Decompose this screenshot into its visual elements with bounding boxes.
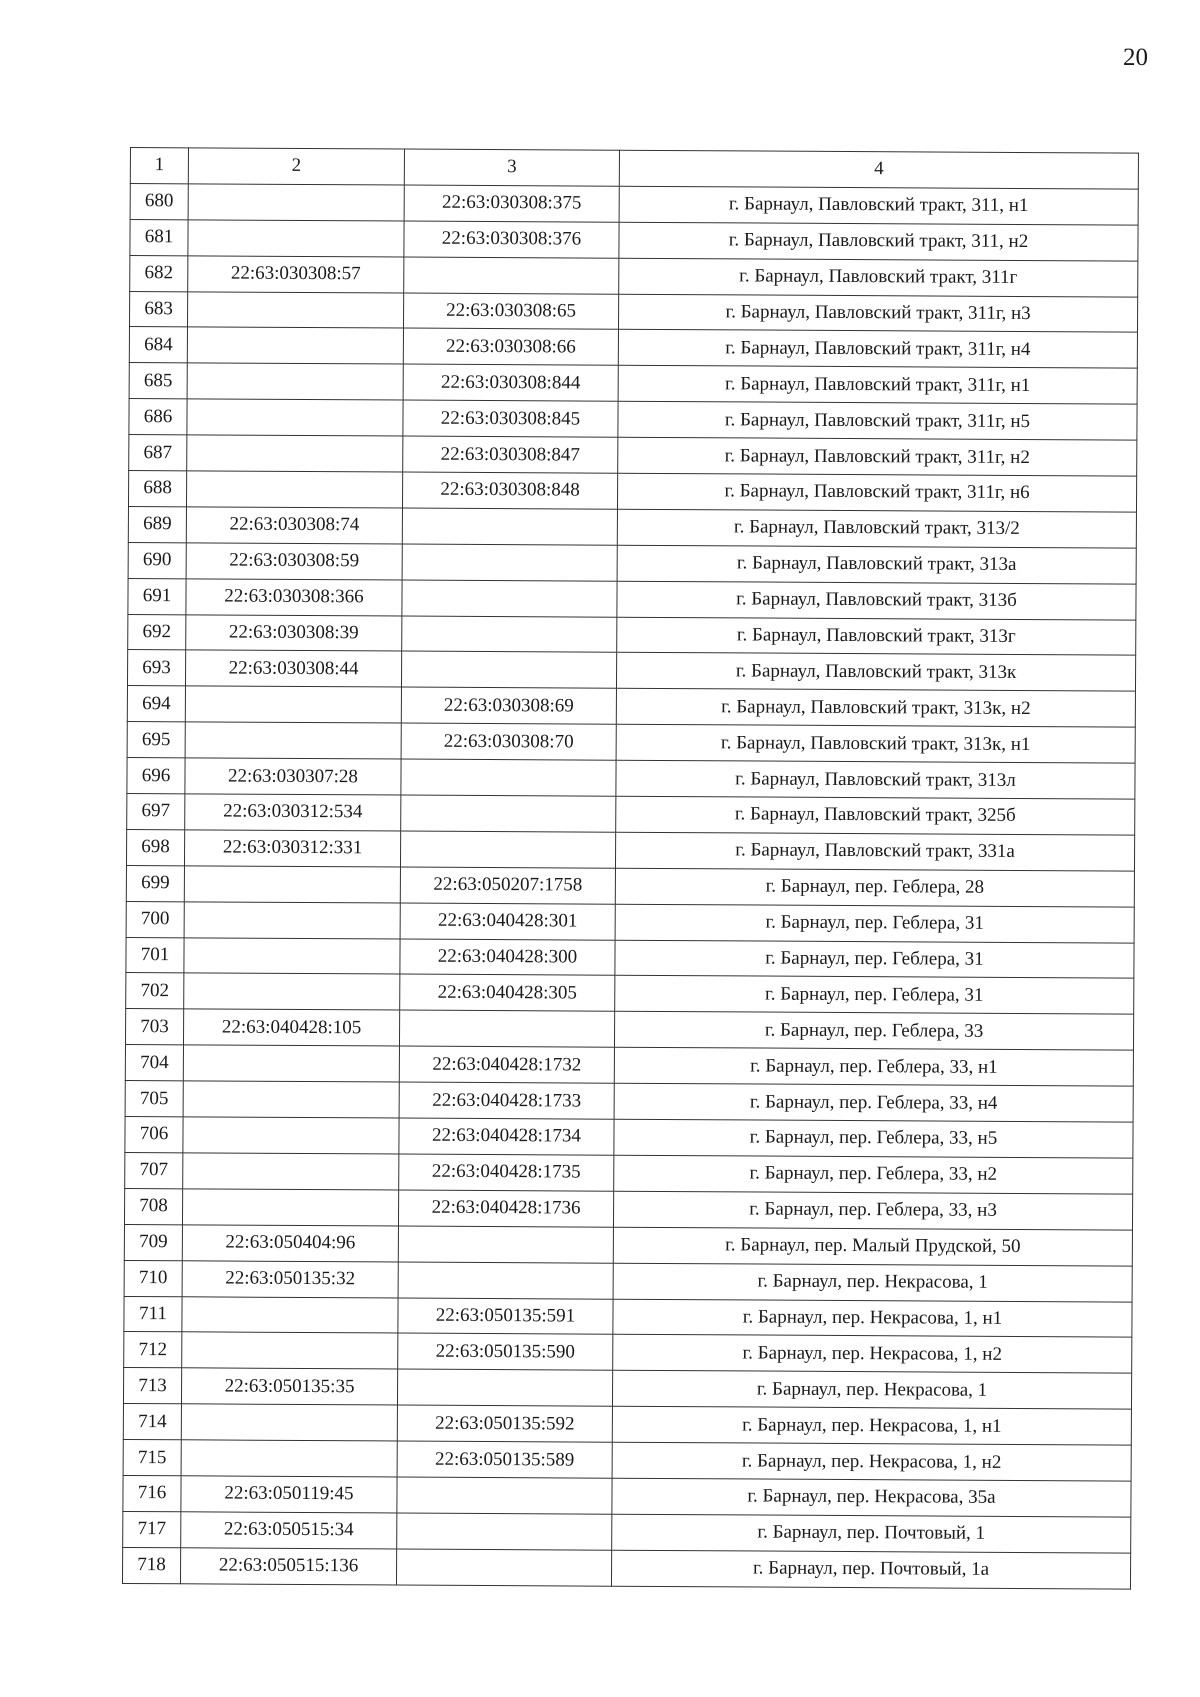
row-number-cell: 698: [126, 829, 184, 865]
land-cadastral-number-cell: [187, 363, 403, 400]
land-cadastral-number-cell: [184, 937, 400, 974]
table-row: [125, 1117, 1133, 1159]
address-cell: г. Барнаул, Павловский тракт, 311, н1: [619, 186, 1138, 225]
land-cadastral-number-cell: 22:63:030307:28: [185, 758, 401, 795]
land-cadastral-number-cell: 22:63:050515:136: [180, 1548, 396, 1585]
row-number-cell: 718: [122, 1547, 180, 1583]
land-cadastral-number-cell: [188, 184, 404, 221]
land-cadastral-number-cell: [181, 1404, 397, 1441]
address-cell: г. Барнаул, пер. Геблера, 28: [615, 868, 1134, 907]
row-number-cell: 709: [124, 1224, 182, 1260]
table-row: [127, 650, 1135, 692]
header-col-3: 3: [404, 149, 619, 186]
land-cadastral-number-cell: [187, 291, 403, 328]
table-row: [125, 1081, 1133, 1123]
table-row: [129, 399, 1137, 441]
building-cadastral-number-cell: [397, 1477, 612, 1514]
address-cell: г. Барнаул, Павловский тракт, 311г: [619, 258, 1138, 297]
building-cadastral-number-cell: [396, 1549, 611, 1586]
building-cadastral-number-cell: [398, 1226, 613, 1263]
land-cadastral-number-cell: [183, 1081, 399, 1118]
table-row: [127, 722, 1135, 764]
land-cadastral-number-cell: 22:63:050404:96: [182, 1225, 398, 1262]
table-row: [126, 865, 1134, 907]
address-cell: г. Барнаул, Павловский тракт, 311, н2: [619, 222, 1138, 261]
table-row: [126, 829, 1134, 871]
land-cadastral-number-cell: [185, 722, 401, 759]
land-cadastral-number-cell: [187, 435, 403, 472]
header-col-4: 4: [619, 150, 1138, 189]
table-row: [124, 1260, 1132, 1302]
building-cadastral-number-cell: 22:63:030308:375: [404, 185, 619, 222]
building-cadastral-number-cell: [400, 831, 615, 868]
address-cell: г. Барнаул, пер. Геблера, 33, н4: [614, 1083, 1133, 1122]
address-cell: г. Барнаул, пер. Геблера, 33, н5: [614, 1119, 1133, 1158]
land-cadastral-number-cell: [185, 686, 401, 723]
land-cadastral-number-cell: [183, 1045, 399, 1082]
land-cadastral-number-cell: 22:63:030312:331: [184, 830, 400, 867]
page-number: 20: [1123, 44, 1148, 71]
row-number-cell: 680: [130, 183, 188, 219]
building-cadastral-number-cell: [399, 1010, 614, 1047]
land-cadastral-number-cell: [187, 327, 403, 364]
table-row: [129, 363, 1137, 405]
address-cell: г. Барнаул, Павловский тракт, 313а: [617, 545, 1136, 584]
building-cadastral-number-cell: 22:63:050135:590: [398, 1333, 613, 1370]
table-row: [123, 1440, 1131, 1482]
address-cell: г. Барнаул, пер. Почтовый, 1а: [611, 1550, 1130, 1589]
land-cadastral-number-cell: 22:63:050135:32: [182, 1260, 398, 1297]
land-cadastral-number-cell: 22:63:030308:44: [185, 650, 401, 687]
building-cadastral-number-cell: 22:63:030308:69: [401, 687, 616, 724]
land-cadastral-number-cell: 22:63:040428:105: [183, 1009, 399, 1046]
header-col-2: 2: [188, 148, 404, 185]
address-cell: г. Барнаул, Павловский тракт, 325б: [616, 796, 1135, 835]
address-cell: г. Барнаул, Павловский тракт, 313л: [616, 760, 1135, 799]
building-cadastral-number-cell: [401, 651, 616, 688]
address-cell: г. Барнаул, пер. Геблера, 33: [614, 1012, 1133, 1051]
building-cadastral-number-cell: [398, 1262, 613, 1299]
building-cadastral-number-cell: 22:63:030308:844: [403, 364, 618, 401]
address-cell: г. Барнаул, Павловский тракт, 313/2: [617, 509, 1136, 548]
table-row: [126, 937, 1134, 979]
table-row: [123, 1404, 1131, 1446]
row-number-cell: 689: [128, 506, 186, 542]
building-cadastral-number-cell: 22:63:050135:589: [397, 1441, 612, 1478]
row-number-cell: 697: [127, 794, 185, 830]
table-row: [129, 435, 1137, 477]
address-cell: г. Барнаул, Павловский тракт, 311г, н2: [618, 437, 1137, 476]
address-cell: г. Барнаул, пер. Геблера, 33, н2: [614, 1155, 1133, 1194]
building-cadastral-number-cell: 22:63:040428:1736: [398, 1190, 613, 1227]
table-row: [128, 471, 1136, 513]
header-col-1: 1: [130, 148, 188, 184]
address-cell: г. Барнаул, Павловский тракт, 313к: [616, 653, 1135, 692]
table-row: [124, 1296, 1132, 1338]
row-number-cell: 703: [125, 1009, 183, 1045]
table-row: [124, 1188, 1132, 1230]
land-cadastral-number-cell: [186, 471, 402, 508]
table-row: [128, 578, 1136, 620]
building-cadastral-number-cell: [402, 544, 617, 581]
land-cadastral-number-cell: 22:63:050119:45: [181, 1476, 397, 1513]
row-number-cell: 714: [123, 1404, 181, 1440]
row-number-cell: 704: [125, 1045, 183, 1081]
row-number-cell: 690: [128, 542, 186, 578]
row-number-cell: 707: [125, 1152, 183, 1188]
address-cell: г. Барнаул, пер. Некрасова, 1, н1: [612, 1406, 1131, 1445]
row-number-cell: 682: [130, 255, 188, 291]
header-row: [130, 148, 1138, 190]
table-row: [123, 1368, 1131, 1410]
address-cell: г. Барнаул, Павловский тракт, 311г, н6: [617, 473, 1136, 512]
row-number-cell: 691: [128, 578, 186, 614]
building-cadastral-number-cell: [402, 616, 617, 653]
address-cell: г. Барнаул, пер. Некрасова, 1: [613, 1263, 1132, 1302]
land-cadastral-number-cell: [182, 1332, 398, 1369]
land-cadastral-number-cell: 22:63:030308:74: [186, 507, 402, 544]
address-cell: г. Барнаул, Павловский тракт, 311г, н3: [618, 294, 1137, 333]
land-cadastral-number-cell: [182, 1296, 398, 1333]
address-cell: г. Барнаул, пер. Геблера, 33, н3: [613, 1191, 1132, 1230]
building-cadastral-number-cell: 22:63:040428:1733: [399, 1082, 614, 1119]
row-number-cell: 692: [128, 614, 186, 650]
table-row: [130, 183, 1138, 225]
building-cadastral-number-cell: 22:63:040428:305: [400, 975, 615, 1012]
address-cell: г. Барнаул, пер. Некрасова, 1, н2: [613, 1335, 1132, 1374]
row-number-cell: 685: [129, 363, 187, 399]
building-cadastral-number-cell: 22:63:030308:848: [402, 472, 617, 509]
building-cadastral-number-cell: 22:63:040428:1735: [399, 1154, 614, 1191]
building-cadastral-number-cell: 22:63:030308:847: [403, 436, 618, 473]
table-row: [124, 1332, 1132, 1374]
building-cadastral-number-cell: [397, 1513, 612, 1550]
table-row: [125, 1045, 1133, 1087]
table-row: [129, 291, 1137, 333]
address-cell: г. Барнаул, Павловский тракт, 311г, н5: [618, 401, 1137, 440]
building-cadastral-number-cell: 22:63:040428:1734: [399, 1118, 614, 1155]
table-row: [128, 506, 1136, 548]
row-number-cell: 706: [125, 1117, 183, 1153]
row-number-cell: 701: [126, 937, 184, 973]
address-cell: г. Барнаул, Павловский тракт, 311г, н4: [618, 330, 1137, 369]
building-cadastral-number-cell: 22:63:040428:300: [400, 939, 615, 976]
address-cell: г. Барнаул, пер. Геблера, 31: [615, 976, 1134, 1015]
row-number-cell: 686: [129, 399, 187, 435]
land-cadastral-number-cell: [182, 1189, 398, 1226]
property-register-table: [122, 147, 1139, 1589]
row-number-cell: 700: [126, 901, 184, 937]
building-cadastral-number-cell: 22:63:050207:1758: [400, 867, 615, 904]
table-row: [123, 1511, 1131, 1553]
row-number-cell: 712: [124, 1332, 182, 1368]
row-number-cell: 711: [124, 1296, 182, 1332]
row-number-cell: 695: [127, 722, 185, 758]
land-cadastral-number-cell: [188, 220, 404, 257]
building-cadastral-number-cell: 22:63:050135:591: [398, 1298, 613, 1335]
building-cadastral-number-cell: 22:63:030308:65: [403, 293, 618, 330]
building-cadastral-number-cell: 22:63:030308:376: [404, 221, 619, 258]
land-cadastral-number-cell: [184, 902, 400, 939]
table-row: [128, 542, 1136, 584]
table-body: [122, 183, 1138, 1588]
row-number-cell: 705: [125, 1081, 183, 1117]
building-cadastral-number-cell: [401, 795, 616, 832]
building-cadastral-number-cell: [402, 580, 617, 617]
row-number-cell: 710: [124, 1260, 182, 1296]
table-row: [127, 794, 1135, 836]
building-cadastral-number-cell: [402, 508, 617, 545]
row-number-cell: 715: [123, 1440, 181, 1476]
land-cadastral-number-cell: 22:63:030308:39: [186, 614, 402, 651]
land-cadastral-number-cell: [183, 1153, 399, 1190]
table-row: [129, 327, 1137, 369]
row-number-cell: 684: [129, 327, 187, 363]
address-cell: г. Барнаул, пер. Почтовый, 1: [612, 1514, 1131, 1553]
address-cell: г. Барнаул, Павловский тракт, 313б: [617, 581, 1136, 620]
land-cadastral-number-cell: [183, 1117, 399, 1154]
address-cell: г. Барнаул, пер. Геблера, 31: [615, 904, 1134, 943]
table-header: [130, 148, 1138, 190]
table-row: [126, 901, 1134, 943]
land-cadastral-number-cell: [187, 399, 403, 436]
address-cell: г. Барнаул, Павловский тракт, 313к, н2: [616, 689, 1135, 728]
row-number-cell: 696: [127, 758, 185, 794]
row-number-cell: 702: [126, 973, 184, 1009]
building-cadastral-number-cell: [404, 257, 619, 294]
row-number-cell: 693: [127, 650, 185, 686]
address-cell: г. Барнаул, Павловский тракт, 331а: [615, 832, 1134, 871]
row-number-cell: 681: [130, 219, 188, 255]
address-cell: г. Барнаул, пер. Некрасова, 1, н1: [613, 1299, 1132, 1338]
land-cadastral-number-cell: 22:63:030308:57: [188, 255, 404, 292]
table-row: [126, 973, 1134, 1015]
table-row: [122, 1547, 1130, 1589]
table-row: [130, 255, 1138, 297]
building-cadastral-number-cell: [397, 1369, 612, 1406]
address-cell: г. Барнаул, пер. Геблера, 31: [615, 940, 1134, 979]
address-cell: г. Барнаул, пер. Некрасова, 35а: [612, 1478, 1131, 1517]
land-cadastral-number-cell: [181, 1440, 397, 1477]
land-cadastral-number-cell: 22:63:030308:366: [186, 579, 402, 616]
address-cell: г. Барнаул, Павловский тракт, 313к, н1: [616, 724, 1135, 763]
building-cadastral-number-cell: 22:63:030308:845: [403, 400, 618, 437]
table-row: [125, 1009, 1133, 1051]
address-cell: г. Барнаул, Павловский тракт, 311г, н1: [618, 366, 1137, 405]
address-cell: г. Барнаул, пер. Малый Прудской, 50: [613, 1227, 1132, 1266]
building-cadastral-number-cell: 22:63:040428:1732: [399, 1046, 614, 1083]
table-row: [125, 1152, 1133, 1194]
land-cadastral-number-cell: 22:63:050515:34: [181, 1512, 397, 1549]
row-number-cell: 713: [123, 1368, 181, 1404]
land-cadastral-number-cell: 22:63:030312:534: [185, 794, 401, 831]
address-cell: г. Барнаул, пер. Некрасова, 1: [612, 1370, 1131, 1409]
land-cadastral-number-cell: 22:63:030308:59: [186, 543, 402, 580]
table-row: [124, 1224, 1132, 1266]
building-cadastral-number-cell: 22:63:040428:301: [400, 903, 615, 940]
land-cadastral-number-cell: [184, 973, 400, 1010]
row-number-cell: 708: [124, 1188, 182, 1224]
row-number-cell: 687: [129, 435, 187, 471]
land-cadastral-number-cell: [184, 866, 400, 903]
building-cadastral-number-cell: 22:63:050135:592: [397, 1405, 612, 1442]
row-number-cell: 694: [127, 686, 185, 722]
row-number-cell: 699: [126, 865, 184, 901]
row-number-cell: 683: [129, 291, 187, 327]
table-row: [130, 219, 1138, 261]
address-cell: г. Барнаул, пер. Некрасова, 1, н2: [612, 1442, 1131, 1481]
row-number-cell: 688: [128, 471, 186, 507]
address-cell: г. Барнаул, пер. Геблера, 33, н1: [614, 1047, 1133, 1086]
row-number-cell: 716: [123, 1475, 181, 1511]
table-row: [127, 686, 1135, 728]
building-cadastral-number-cell: 22:63:030308:66: [403, 328, 618, 365]
table-row: [128, 614, 1136, 656]
building-cadastral-number-cell: 22:63:030308:70: [401, 723, 616, 760]
row-number-cell: 717: [123, 1511, 181, 1547]
land-cadastral-number-cell: 22:63:050135:35: [181, 1368, 397, 1405]
table-row: [123, 1475, 1131, 1517]
table-row: [127, 758, 1135, 800]
building-cadastral-number-cell: [401, 759, 616, 796]
address-cell: г. Барнаул, Павловский тракт, 313г: [617, 617, 1136, 656]
